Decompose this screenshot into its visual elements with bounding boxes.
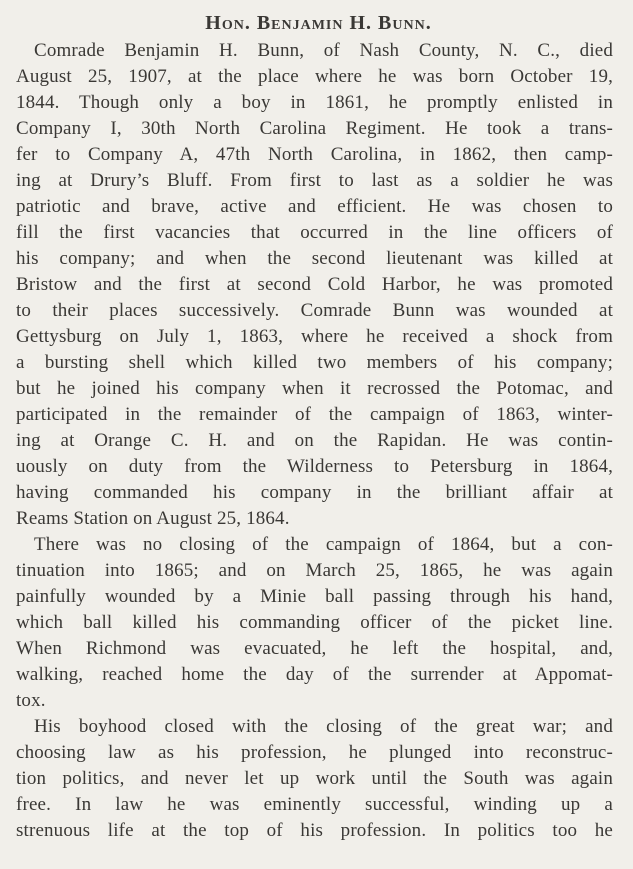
text-line: tinuation into 1865; and on March 25, 1865, he was again [16, 560, 613, 581]
paragraph-2 [16, 532, 613, 714]
text-line: fer to Company A, 47th North Carolina, in 1862, then camp- [16, 144, 613, 165]
text-line: Gettysburg on July 1, 1863, where he received a shock from [16, 326, 613, 347]
text-line: Bristow and the first at second Cold Harbor, he was promoted [16, 274, 613, 295]
text-line: painfully wounded by a Minie ball passing through his hand, [16, 586, 613, 607]
text-line: which ball killed his commanding officer of the picket line. [16, 612, 613, 633]
text-line: participated in the remainder of the campaign of 1863, winter- [16, 404, 613, 425]
text-line: ing at Orange C. H. and on the Rapidan. He was contin- [16, 430, 613, 451]
text-line: a bursting shell which killed two members of his company; [16, 352, 613, 373]
text-line: fill the first vacancies that occurred in the line officers of [16, 222, 613, 243]
paragraph-3 [16, 714, 613, 844]
text-line: uously on duty from the Wilderness to Petersburg in 1864, [16, 456, 613, 477]
text-line: patriotic and brave, active and efficient. He was chosen to [16, 196, 613, 217]
text-line: Company I, 30th North Carolina Regiment. He took a trans- [16, 118, 613, 139]
text-line: having commanded his company in the brilliant affair at [16, 482, 613, 503]
text-line: tion politics, and never let up work until the South was again [16, 768, 613, 789]
text-line: Comrade Benjamin H. Bunn, of Nash County, N. C., died [34, 40, 613, 61]
text-line: There was no closing of the campaign of 1864, but a con- [34, 534, 613, 555]
text-line: ing at Drury’s Bluff. From first to last as a soldier he was [16, 170, 613, 191]
text-line: to their places successively. Comrade Bunn was wounded at [16, 300, 613, 321]
text-line: his company; and when the second lieutenant was killed at [16, 248, 613, 269]
text-line: His boyhood closed with the closing of the great war; and [34, 716, 613, 737]
text-line: free. In law he was eminently successful, winding up a [16, 794, 613, 815]
text-line: walking, reached home the day of the surrender at Appomat- [16, 664, 613, 685]
text-line: Reams Station on August 25, 1864. [16, 508, 290, 529]
text-line: 1844. Though only a boy in 1861, he promptly enlisted in [16, 92, 613, 113]
page-title: Hon. Benjamin H. Bunn. [205, 12, 432, 34]
text-line: but he joined his company when it recrossed the Potomac, and [16, 378, 613, 399]
paragraph-1 [16, 38, 613, 532]
text-line: August 25, 1907, at the place where he was born October 19, [16, 66, 613, 87]
text-line: strenuous life at the top of his profession. In politics too he [16, 820, 613, 841]
text-line: choosing law as his profession, he plunged into reconstruc- [16, 742, 613, 763]
text-line: When Richmond was evacuated, he left the hospital, and, [16, 638, 613, 659]
text-line: tox. [16, 690, 46, 711]
